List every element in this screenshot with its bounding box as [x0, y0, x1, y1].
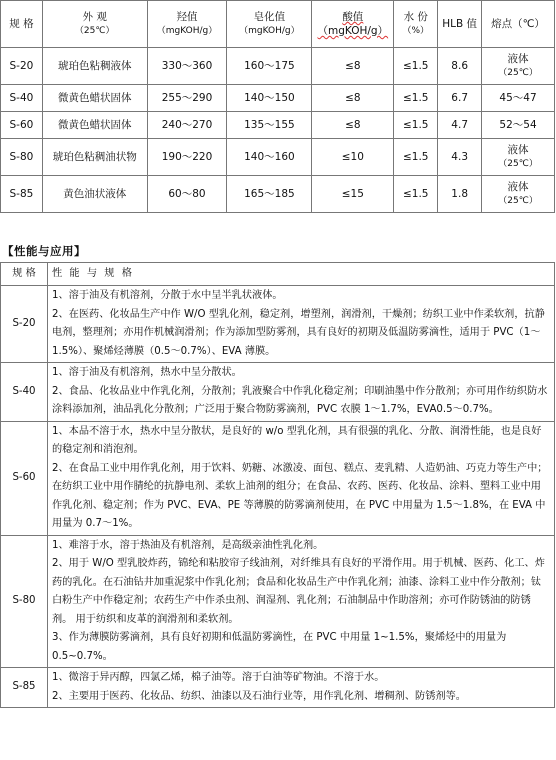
app-row [1, 421, 555, 535]
cell-appearance: 微黄色蜡状固体 [42, 112, 147, 139]
cell-saponification: 135～155 [227, 112, 312, 139]
app-line: 2、用于 W/O 型乳胶炸药，锦纶和粘胶帘子线油剂，对纤维具有良好的平滑作用。用于机械、医药、化工、炸药的乳化。在石油钻井加重泥浆中作乳化剂；食品和化妆品生产中作乳化剂；油漆、涂料工业中作分散剂；钛白粉生产中作稳定剂；农药生产中作杀虫剂、润湿剂、乳化剂；石油制品中作助溶剂；亦可作防锈油的防锈剂。 用于纺织和皮革的润滑剂和柔软剂。 [52, 558, 545, 625]
app-line: 1、微溶于异丙醇，四氯乙烯，棉子油等。溶于白油等矿物油。不溶于水。 [52, 672, 385, 683]
header-hydroxyl: 羟值 （mgKOH/g） [147, 1, 227, 48]
app-description [48, 535, 555, 668]
cell-model: S-85 [1, 176, 43, 213]
header-water: 水 份 （%） [394, 1, 438, 48]
cell-hydroxyl: 60～80 [147, 176, 227, 213]
app-row [1, 286, 555, 363]
app-description [48, 668, 555, 708]
app-header-desc: 性 能 与 规 格 [48, 263, 555, 286]
spec-row [1, 139, 555, 176]
cell-hlb: 4.7 [438, 112, 482, 139]
cell-melting: 液体 （25℃） [482, 176, 555, 213]
app-line: 1、难溶于水，溶于热油及有机溶剂，是高级亲油性乳化剂。 [52, 539, 324, 551]
app-header-model: 规 格 [1, 263, 48, 286]
app-model: S-20 [1, 286, 48, 363]
cell-hlb: 6.7 [438, 85, 482, 112]
application-table [0, 262, 555, 708]
cell-melting: 液体 （25℃） [482, 48, 555, 85]
cell-water: ≤1.5 [394, 139, 438, 176]
app-line: 3、作为薄膜防雾滴剂，具有良好初期和低温防雾滴性，在 PVC 中用量 1~1.5%，聚烯烃中的用量为 0.5~0.7%。 [52, 632, 507, 662]
spec-header-row [1, 1, 555, 48]
cell-water: ≤1.5 [394, 112, 438, 139]
app-model: S-60 [1, 421, 48, 535]
app-line: 1、本品不溶于水，热水中呈分散状，是良好的 w/o 型乳化剂，具有很强的乳化、分散、润滑性能，也是良好的稳定剂和消泡剂。 [52, 425, 542, 455]
app-line: 1、溶于油及有机溶剂，热水中呈分散状。 [52, 367, 242, 378]
spec-row [1, 112, 555, 139]
app-model: S-40 [1, 363, 48, 422]
cell-appearance: 微黄色蜡状固体 [42, 85, 147, 112]
cell-model: S-40 [1, 85, 43, 112]
app-header-row [1, 263, 555, 286]
cell-melting: 液体 （25℃） [482, 139, 555, 176]
spec-row [1, 85, 555, 112]
cell-melting: 52～54 [482, 112, 555, 139]
cell-acid: ≤10 [312, 139, 394, 176]
app-description [48, 286, 555, 363]
app-description [48, 363, 555, 422]
app-row [1, 363, 555, 422]
cell-appearance: 黄色油状液体 [42, 176, 147, 213]
app-row [1, 535, 555, 668]
app-line: 2、在食品工业中用作乳化剂，用于饮料、奶糖、冰激凌、面包、糕点、麦乳精、人造奶油、巧克力等生产中；在纺织工业中用作腈纶的抗静电剂、柔软上油剂的组分；在食品、农药、医药、化妆品、涂料、塑料工业中用作乳化剂、稳定剂；作为 PVC、EVA、PE 等薄膜的防雾滴剂使用，在 PVC 中用量为 1.5～1.8%，在 EVA 中用量为 0.7～1%。 [52, 462, 548, 529]
cell-acid: ≤15 [312, 176, 394, 213]
cell-hlb: 1.8 [438, 176, 482, 213]
spec-row [1, 48, 555, 85]
header-hlb: HLB 值 [438, 1, 482, 48]
app-description [48, 421, 555, 535]
cell-water: ≤1.5 [394, 85, 438, 112]
cell-model: S-20 [1, 48, 43, 85]
cell-hydroxyl: 330～360 [147, 48, 227, 85]
app-line: 2、主要用于医药、化妆品、纺织、油漆以及石油行业等，用作乳化剂、增稠剂、防锈剂等。 [52, 690, 466, 702]
header-model: 规 格 [1, 1, 43, 48]
header-melting: 熔点（℃） [482, 1, 555, 48]
header-saponification: 皂化值 （mgKOH/g） [227, 1, 312, 48]
section-heading: 【性能与应用】 [2, 244, 86, 258]
app-line: 1、溶于油及有机溶剂，分散于水中呈半乳状液体。 [52, 290, 283, 301]
cell-hydroxyl: 255～290 [147, 85, 227, 112]
cell-melting: 45～47 [482, 85, 555, 112]
cell-acid: ≤8 [312, 85, 394, 112]
cell-model: S-80 [1, 139, 43, 176]
cell-acid: ≤8 [312, 112, 394, 139]
cell-acid: ≤8 [312, 48, 394, 85]
spec-table [0, 0, 555, 213]
cell-saponification: 140～160 [227, 139, 312, 176]
cell-water: ≤1.5 [394, 48, 438, 85]
cell-appearance: 琥珀色粘稠油状物 [42, 139, 147, 176]
app-model: S-80 [1, 535, 48, 668]
app-model: S-85 [1, 668, 48, 708]
app-line: 2、食品、化妆品业中作乳化剂，分散剂；乳液聚合中作乳化稳定剂；印刷油墨中作分散剂；亦可用作纺织防水涂料添加剂，油品乳化分散剂；广泛用于聚合物防雾滴剂，PVC 农膜 1～1.7%，EVA0.5～0.7%。 [52, 385, 548, 415]
app-line: 2、在医药、化妆品生产中作 W/O 型乳化剂，稳定剂，增塑剂，润滑剂，干燥剂；纺织工业中作柔软剂，抗静电剂，整理剂；亦用作机械润滑剂；作为添加型防雾剂，具有良好的初期及低温防雾滴性，适用于 PVC（1～1.5%）、聚烯烃薄膜（0.5～0.7%）、EVA 薄膜。 [52, 308, 545, 357]
cell-saponification: 140～150 [227, 85, 312, 112]
app-row [1, 668, 555, 708]
spec-row [1, 176, 555, 213]
header-appearance: 外 观 （25℃） [42, 1, 147, 48]
cell-hlb: 4.3 [438, 139, 482, 176]
cell-water: ≤1.5 [394, 176, 438, 213]
cell-hydroxyl: 240～270 [147, 112, 227, 139]
cell-hydroxyl: 190～220 [147, 139, 227, 176]
cell-model: S-60 [1, 112, 43, 139]
cell-appearance: 琥珀色粘稠液体 [42, 48, 147, 85]
cell-saponification: 160～175 [227, 48, 312, 85]
header-acid: 酸值（mgKOH/g） [312, 1, 394, 48]
cell-saponification: 165～185 [227, 176, 312, 213]
cell-hlb: 8.6 [438, 48, 482, 85]
